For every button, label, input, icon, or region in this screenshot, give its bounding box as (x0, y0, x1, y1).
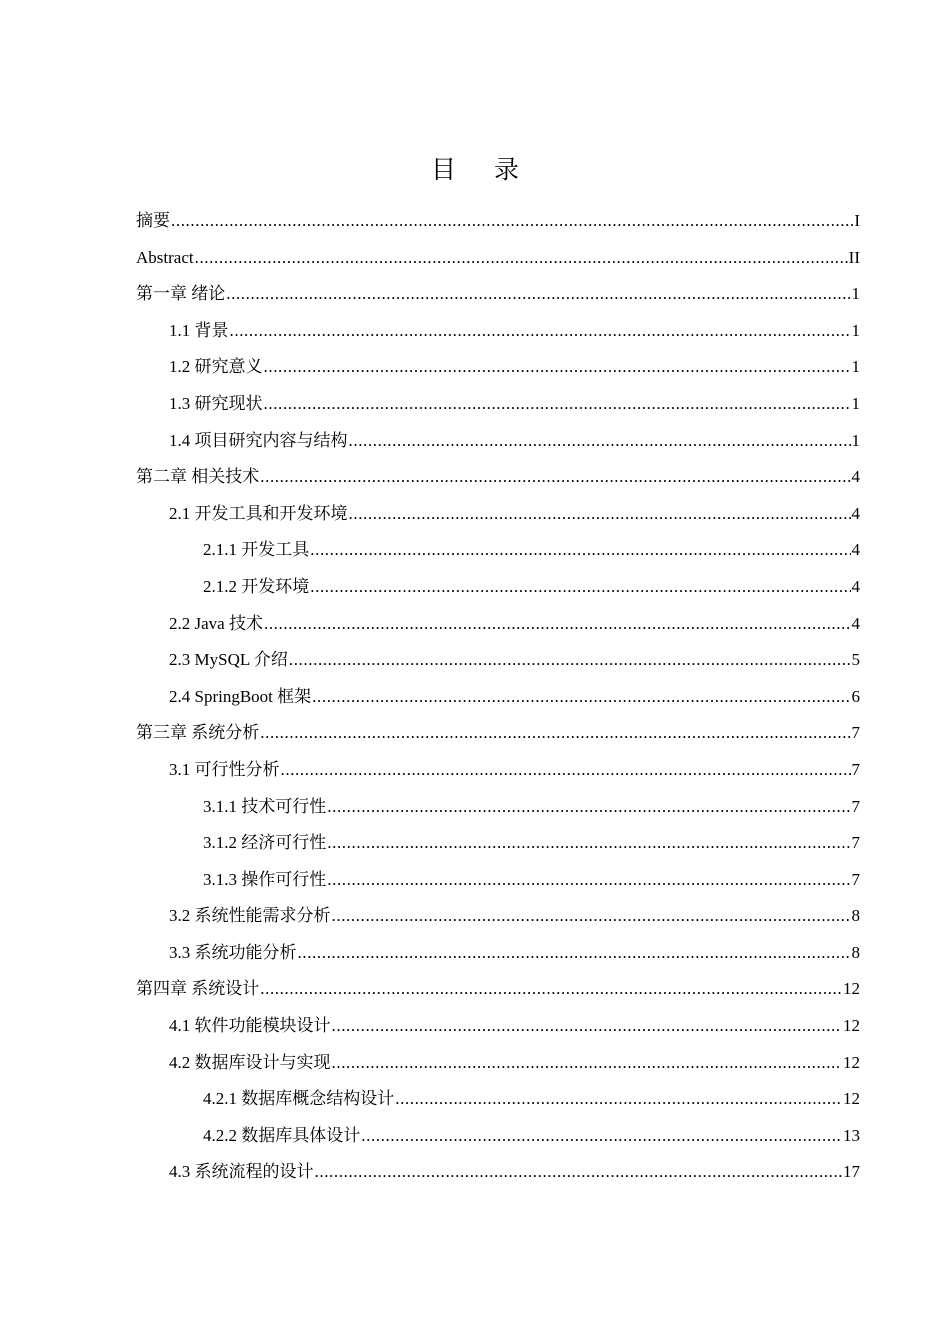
toc-entry[interactable] (136, 825, 860, 862)
toc-page-number: II (848, 247, 860, 267)
toc-dot-leader (310, 532, 850, 569)
toc-dot-leader (327, 825, 850, 862)
toc-dot-leader (226, 276, 850, 313)
toc-page-number: 1 (851, 393, 860, 413)
toc-entry-label: 2.3 MySQL 介绍 (169, 650, 288, 670)
toc-entry[interactable] (136, 276, 860, 313)
toc-dot-leader (264, 606, 851, 643)
toc-page-number: 6 (851, 686, 860, 706)
toc-entry-label: 4.2 数据库设计与实现 (169, 1052, 331, 1072)
toc-entry-label: 2.1.2 开发环境 (203, 576, 310, 596)
toc-dot-leader (327, 789, 850, 826)
toc-entry-label: 3.1 可行性分析 (169, 759, 280, 779)
toc-entry[interactable] (136, 679, 860, 716)
toc-entry[interactable] (136, 789, 860, 826)
toc-dot-leader (349, 423, 851, 460)
toc-entry[interactable] (136, 1045, 860, 1082)
toc-page-number: I (854, 211, 860, 230)
toc-page-number: 1 (851, 357, 860, 377)
toc-dot-leader (298, 935, 851, 972)
toc-page-number: 7 (851, 833, 860, 853)
toc-dot-leader (260, 459, 850, 496)
toc-page-number: 17 (843, 1162, 860, 1182)
toc-entry[interactable] (136, 1154, 860, 1191)
toc-entry-label: 4.2.1 数据库概念结构设计 (203, 1089, 395, 1109)
toc-entry-label: 1.1 背景 (169, 320, 229, 340)
toc-page-number: 1 (851, 284, 860, 304)
toc-dot-leader (289, 642, 851, 679)
toc-entry[interactable] (136, 1008, 860, 1045)
toc-dot-leader (332, 1008, 843, 1045)
toc-entry-label: 1.2 研究意义 (169, 357, 263, 377)
toc-entry[interactable] (136, 898, 860, 935)
toc-entry[interactable] (136, 715, 860, 752)
toc-dot-leader (361, 1118, 842, 1155)
toc-entry[interactable] (136, 349, 860, 386)
toc-entry[interactable] (136, 752, 860, 789)
toc-dot-leader (327, 862, 850, 899)
toc-entry-label: 4.3 系统流程的设计 (169, 1162, 314, 1182)
toc-entry-label: 4.2.2 数据库具体设计 (203, 1125, 361, 1145)
toc-entry-label: 第三章 系统分析 (136, 723, 260, 743)
toc-page-number: 4 (851, 540, 860, 560)
toc-page-number: 4 (851, 467, 860, 487)
toc-entry[interactable] (136, 459, 860, 496)
toc-dot-leader (310, 569, 850, 606)
toc-entry[interactable] (136, 386, 860, 423)
toc-dot-leader (260, 715, 850, 752)
toc-dot-leader (315, 1154, 843, 1191)
toc-entry[interactable] (136, 569, 860, 606)
toc-entry[interactable] (136, 496, 860, 533)
toc-page-number: 1 (851, 430, 860, 450)
toc-dot-leader (264, 386, 851, 423)
toc-dot-leader (264, 349, 851, 386)
toc-page-number: 8 (851, 942, 860, 962)
toc-entry-label: 第一章 绪论 (136, 284, 226, 304)
toc-dot-leader (395, 1081, 842, 1118)
toc-entry-label: 3.1.2 经济可行性 (203, 833, 327, 853)
toc-entry[interactable] (136, 1081, 860, 1118)
toc-entry-label: 3.1.3 操作可行性 (203, 869, 327, 889)
toc-dot-leader (230, 313, 851, 350)
toc-entry[interactable] (136, 203, 860, 240)
toc-page-number: 1 (851, 320, 860, 340)
toc-entry[interactable] (136, 606, 860, 643)
toc-entry-label: 3.3 系统功能分析 (169, 942, 297, 962)
toc-entry[interactable] (136, 935, 860, 972)
toc-dot-leader (332, 898, 851, 935)
toc-entry[interactable] (136, 423, 860, 460)
toc-page-number: 4 (851, 613, 860, 633)
toc-title: 目录 (430, 155, 557, 184)
toc-dot-leader (312, 679, 850, 716)
toc-page-number: 13 (843, 1125, 860, 1145)
toc-entry[interactable] (136, 532, 860, 569)
toc-entry[interactable] (136, 1118, 860, 1155)
toc-dot-leader (349, 496, 851, 533)
toc-entry-label: 1.4 项目研究内容与结构 (169, 430, 348, 450)
toc-page-number: 7 (851, 759, 860, 779)
toc-page-number: 12 (843, 979, 860, 999)
toc-dot-leader (281, 752, 851, 789)
toc-page-number: 7 (851, 869, 860, 889)
toc-entry[interactable] (136, 240, 860, 277)
toc-entry-label: 2.1 开发工具和开发环境 (169, 503, 348, 523)
toc-entry[interactable] (136, 971, 860, 1008)
toc-entry[interactable] (136, 642, 860, 679)
toc-page-number: 4 (851, 576, 860, 596)
toc-page-number: 4 (851, 503, 860, 523)
toc-entry[interactable] (136, 313, 860, 350)
toc-entry-label: 3.1.1 技术可行性 (203, 796, 327, 816)
toc-list (136, 203, 860, 1191)
toc-entry-label: 第二章 相关技术 (136, 467, 260, 487)
toc-page-number: 12 (843, 1016, 860, 1036)
toc-entry-label: 2.4 SpringBoot 框架 (169, 686, 312, 706)
toc-page-number: 12 (843, 1052, 860, 1072)
toc-dot-leader (260, 971, 842, 1008)
toc-page-number: 12 (843, 1089, 860, 1109)
toc-page-number: 7 (851, 723, 860, 743)
toc-entry[interactable] (136, 862, 860, 899)
toc-entry-label: 4.1 软件功能模块设计 (169, 1016, 331, 1036)
toc-entry-label: 1.3 研究现状 (169, 393, 263, 413)
toc-entry-label: 3.2 系统性能需求分析 (169, 906, 331, 926)
toc-entry-label: 摘要 (136, 211, 170, 230)
toc-dot-leader (171, 203, 853, 240)
toc-page-number: 7 (851, 796, 860, 816)
toc-entry-label: 2.2 Java 技术 (169, 613, 263, 633)
toc-entry-label: 2.1.1 开发工具 (203, 540, 310, 560)
toc-entry-label: Abstract (136, 247, 194, 267)
toc-entry-label: 第四章 系统设计 (136, 979, 260, 999)
toc-dot-leader (195, 240, 848, 277)
toc-page-number: 8 (851, 906, 860, 926)
toc-page-number: 5 (851, 650, 860, 670)
toc-dot-leader (332, 1045, 843, 1082)
